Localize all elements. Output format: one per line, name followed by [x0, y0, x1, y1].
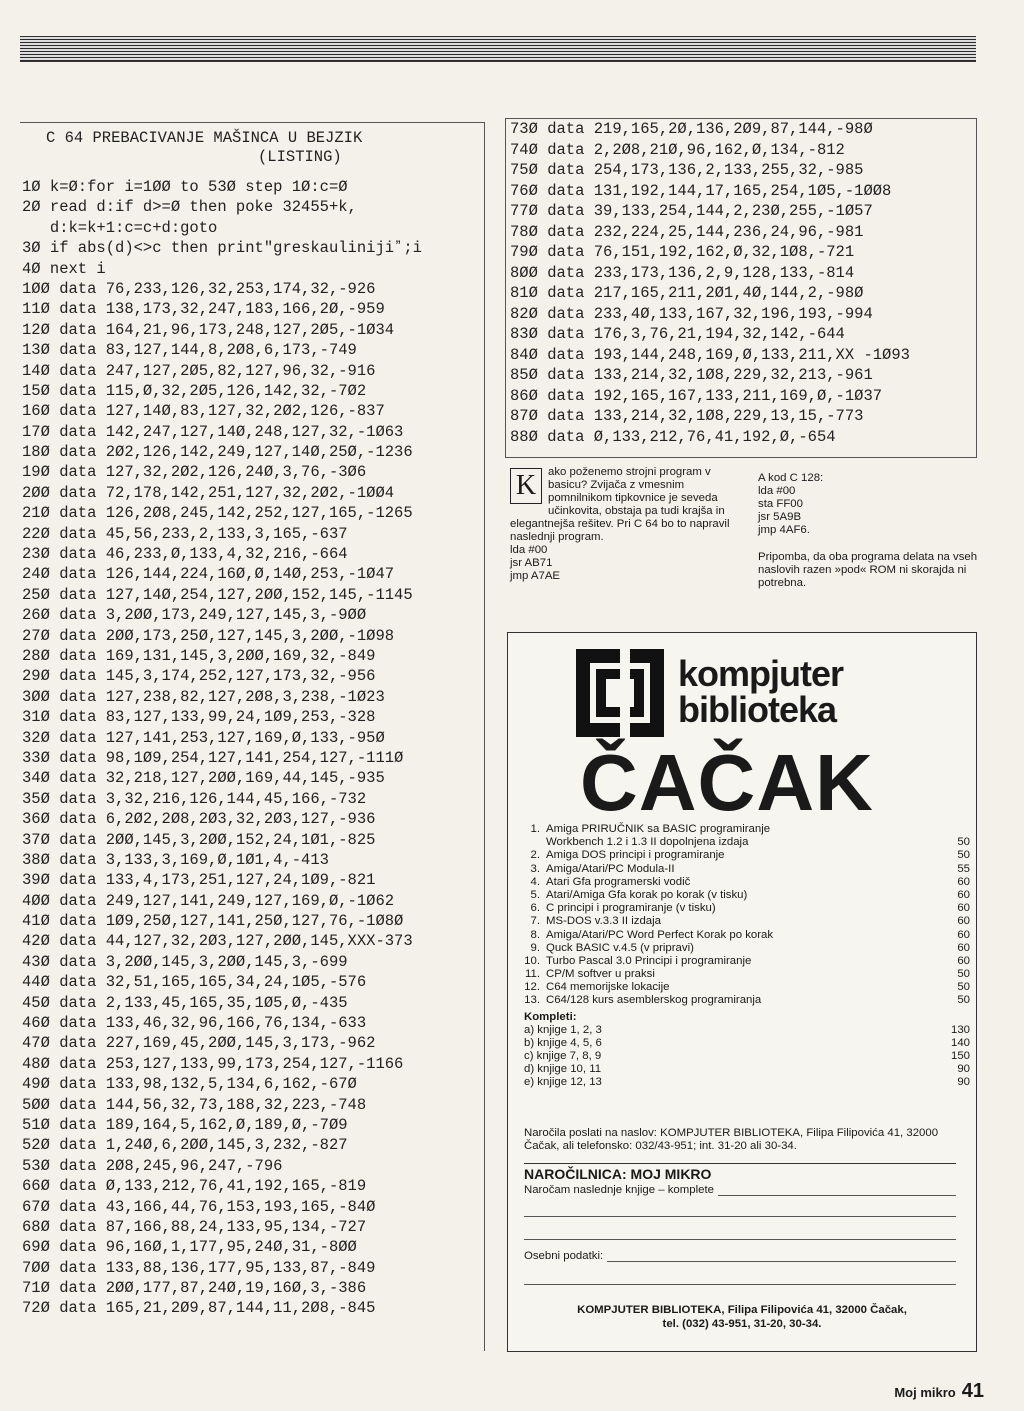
- listing-line: 42Ø data 44,127,32,2Ø3,127,2ØØ,145,XXX-373: [22, 932, 413, 951]
- komplet-row: [522, 1076, 970, 1089]
- book-row: [522, 902, 970, 915]
- listing-line: 3Ø if abs(d)<>c then print"greskaulinijiˮ;i: [22, 239, 422, 258]
- book-title: Amiga/Atari/PC Modula-II: [546, 862, 675, 875]
- tip-article-c128: [758, 472, 988, 590]
- personal-data-label: Osebni podatki:: [524, 1250, 604, 1262]
- book-row: [522, 929, 970, 942]
- komplet-title: e) knjige 12, 13: [524, 1076, 602, 1089]
- listing-line: 52Ø data 1,24Ø,6,2ØØ,145,3,232,-827: [22, 1136, 348, 1155]
- listing-line: 29Ø data 145,3,174,252,127,173,32,-956: [22, 667, 376, 686]
- listing-line: 37Ø data 2ØØ,145,3,2ØØ,152,24,1Ø1,-825: [22, 830, 376, 849]
- book-price: 60: [957, 954, 970, 967]
- code-line-3: jmp A7AE: [510, 570, 561, 582]
- listing-line: 82Ø data 233,4Ø,133,167,32,196,193,-994: [510, 304, 873, 323]
- book-price: 60: [957, 902, 970, 915]
- order-address: Naročila poslati na naslov: KOMPJUTER BIBLIOTEKA, Filipa Filipovića 41, 32000 Čačak, ali telefonsko: 032/43-951; int. 31-20 ali 30-34.: [524, 1127, 939, 1152]
- brand-city: ČAČAK: [580, 738, 874, 827]
- komplet-price: 90: [957, 1063, 970, 1076]
- listing-line: 2ØØ data 72,178,142,251,127,32,2Ø2,-1ØØ4: [22, 483, 395, 502]
- listing-line: 66Ø data Ø,133,212,76,41,192,165,-819: [22, 1177, 367, 1196]
- listing-line: 49Ø data 133,98,132,5,134,6,162,-67Ø: [22, 1075, 357, 1094]
- book-number: 1.: [530, 823, 540, 835]
- book-number: 5.: [530, 888, 540, 901]
- listing-line: 77Ø data 39,133,254,144,2,23Ø,255,-1Ø57: [510, 202, 873, 220]
- book-price: 50: [957, 849, 970, 862]
- listing-line: 75Ø data 254,173,136,2,133,255,32,-985: [510, 161, 864, 179]
- listing-line: 33Ø data 98,1Ø9,254,127,141,254,127,-111Ø: [22, 748, 404, 767]
- order-books-label: Naročam naslednje knjige – komplete: [524, 1184, 714, 1196]
- book-price: 60: [957, 915, 970, 928]
- listing-line: 17Ø data 142,247,127,14Ø,248,127,32,-1Ø63: [22, 422, 404, 441]
- listing-line: 21Ø data 126,2Ø8,245,142,252,127,165,-1265: [22, 504, 413, 523]
- listing-subtitle: (LISTING): [258, 148, 342, 166]
- listing-line: 4ØØ data 249,127,141,249,127,169,Ø,-1Ø62: [22, 891, 395, 910]
- book-row: [522, 889, 970, 902]
- order-books-field[interactable]: [524, 1184, 956, 1196]
- book-row: [522, 981, 970, 994]
- listing-line: 69Ø data 96,16Ø,1,177,95,24Ø,31,-8ØØ: [22, 1238, 357, 1257]
- order-form: [524, 1163, 956, 1285]
- c128-code-1: lda #00: [758, 485, 796, 497]
- magazine-name: Moj mikro: [894, 1385, 956, 1400]
- listing-line: 83Ø data 176,3,76,21,194,32,142,-644: [510, 325, 845, 343]
- listing-line: 39Ø data 133,4,173,251,127,24,1Ø9,-821: [22, 871, 376, 890]
- listing-line: 78Ø data 232,224,25,144,236,24,96,-981: [510, 222, 864, 241]
- listing-line: 53Ø data 2Ø8,245,96,247,-796: [22, 1156, 283, 1175]
- listing-line: 1ØØ data 76,233,126,32,253,174,32,-926: [22, 279, 376, 298]
- komplet-title: a) knjige 1, 2, 3: [524, 1023, 602, 1036]
- listing-line: 36Ø data 6,2Ø2,2Ø8,2Ø3,32,2Ø3,127,-936: [22, 810, 376, 829]
- listing-line: 15Ø data 115,Ø,32,2Ø5,126,142,32,-7Ø2: [22, 381, 367, 400]
- book-number: 3.: [530, 862, 540, 875]
- book-title: C64 memorijske lokacije: [546, 981, 670, 994]
- listing-line: 86Ø data 192,165,167,133,211,169,Ø,-1Ø37: [510, 386, 883, 405]
- book-title: MS-DOS v.3.3 II izdaja: [546, 915, 661, 928]
- brand-name-line2: biblioteka: [678, 689, 837, 730]
- book-row: [522, 849, 970, 862]
- listing-line: 79Ø data 76,151,192,162,Ø,32,1Ø8,-721: [510, 243, 855, 261]
- listing-line: 71Ø data 2ØØ,177,87,24Ø,19,16Ø,3,-386: [22, 1279, 367, 1298]
- listing-line: 88Ø data Ø,133,212,76,41,192,Ø,-654: [510, 427, 836, 446]
- book-row: [522, 955, 970, 968]
- listing-line: 11Ø data 138,173,32,247,183,166,2Ø,-959: [22, 300, 385, 319]
- page-footer: [894, 1380, 984, 1403]
- book-row: [522, 823, 970, 836]
- book-price: [930, 823, 970, 836]
- code-line-1: lda #00: [510, 544, 548, 556]
- book-number: 13.: [524, 994, 540, 1007]
- kompleti-heading: Kompleti:: [524, 1010, 577, 1023]
- c128-code-3: jsr 5A9B: [758, 511, 802, 523]
- ad-footer-line1: KOMPJUTER BIBLIOTEKA, Filipa Filipovića 41, 32000 Čačak,: [577, 1304, 907, 1316]
- book-row: [522, 836, 970, 849]
- komplet-title: c) knjige 7, 8, 9: [524, 1050, 602, 1062]
- book-title: Workbench 1.2 i 1.3 II dopolnjena izdaja: [546, 836, 749, 849]
- order-blank-line-1[interactable]: [524, 1196, 956, 1217]
- c128-note: Pripomba, da oba programa delata na vseh naslovih razen »pod« ROM ni skorajda ni potrebna.: [758, 551, 978, 589]
- listing-line: 1Ø k=Ø:for i=1ØØ to 53Ø step 1Ø:c=Ø: [22, 178, 348, 196]
- listing-line: 27Ø data 2ØØ,173,25Ø,127,145,3,2ØØ,-1Ø98: [22, 626, 395, 645]
- book-number: 7.: [530, 915, 540, 928]
- listing-line: 5ØØ data 144,56,32,73,188,32,223,-748: [22, 1095, 367, 1114]
- book-row: [522, 876, 970, 889]
- book-row: [522, 863, 970, 876]
- komplet-price: 140: [950, 1036, 970, 1049]
- komplet-row: [522, 1050, 970, 1063]
- listing-lines-continued: [506, 119, 976, 447]
- book-title: C64/128 kurs asemblerskog programiranja: [546, 994, 762, 1007]
- listing-line: 73Ø data 219,165,2Ø,136,2Ø9,87,144,-98Ø: [510, 120, 873, 138]
- komplet-title: d) knjige 10, 11: [524, 1063, 602, 1076]
- listing-line: 85Ø data 133,214,32,1Ø8,229,32,213,-961: [510, 366, 873, 384]
- listing-line: 7ØØ data 133,88,136,177,95,133,87,-849: [22, 1258, 376, 1277]
- book-price: 50: [957, 968, 970, 981]
- komplet-row: [522, 1037, 970, 1050]
- c128-title: A kod C 128:: [758, 472, 824, 484]
- personal-blank-line[interactable]: [524, 1262, 956, 1285]
- book-price: 60: [957, 941, 970, 954]
- listing-line: 34Ø data 32,218,127,2ØØ,169,44,145,-935: [22, 769, 385, 788]
- book-title: Amiga PRIRUČNIK sa BASIC programiranje: [546, 823, 771, 835]
- listing-line: 22Ø data 45,56,233,2,133,3,165,-637: [22, 524, 348, 543]
- listing-line: 8ØØ data 233,173,136,2,9,128,133,-814: [510, 263, 855, 282]
- book-price: 50: [957, 994, 970, 1007]
- book-row: [522, 994, 970, 1007]
- book-price: 60: [957, 888, 970, 901]
- listing-line: 4Ø next i: [22, 259, 106, 278]
- listing-line: 74Ø data 2,2Ø8,21Ø,96,162,Ø,134,-812: [510, 140, 845, 159]
- listing-line: 32Ø data 127,141,253,127,169,Ø,133,-95Ø: [22, 728, 385, 747]
- ad-footer-line2: tel. (032) 43-951, 31-20, 30-34.: [662, 1318, 822, 1330]
- listing-line: 81Ø data 217,165,211,2Ø1,4Ø,144,2,-98Ø: [510, 284, 864, 302]
- book-title: Turbo Pascal 3.0 Principi i programiranje: [546, 954, 752, 967]
- book-number: 6.: [530, 902, 540, 915]
- listing-line: 41Ø data 1Ø9,25Ø,127,141,25Ø,127,76,-1Ø8Ø: [22, 912, 404, 931]
- listing-line: 31Ø data 83,127,133,99,24,1Ø9,253,-328: [22, 708, 376, 727]
- c128-code-4: jmp 4AF6.: [758, 524, 810, 536]
- book-number: 2.: [530, 849, 540, 862]
- book-price: 50: [957, 836, 970, 849]
- listing-line: 43Ø data 3,2ØØ,145,3,2ØØ,145,3,-699: [22, 952, 348, 971]
- listing-header: [20, 123, 484, 177]
- book-title: Amiga/Atari/PC Word Perfect Korak po korak: [546, 928, 774, 941]
- book-row: [522, 968, 970, 981]
- listing-line: 25Ø data 127,14Ø,254,127,2ØØ,152,145,-1145: [22, 585, 413, 604]
- listing-line: d:k=k+1:c=c+d:goto: [22, 218, 218, 237]
- listing-line: 12Ø data 164,21,96,173,248,127,2Ø5,-1Ø34: [22, 320, 395, 339]
- listing-title: C 64 PREBACIVANJE MAŠINCA U BEJZIK: [46, 129, 363, 147]
- book-number: 8.: [530, 928, 540, 941]
- book-number: [522, 836, 540, 849]
- book-title: Atari Gfa programerski vodič: [546, 875, 691, 888]
- listing-line: 44Ø data 32,51,165,165,34,24,1Ø5,-576: [22, 973, 367, 992]
- listing-line: 2Ø read d:if d>=Ø then poke 32455+k,: [22, 198, 357, 217]
- book-list: [522, 823, 970, 1090]
- c128-code-2: sta FF00: [758, 498, 803, 510]
- ad-footer: [508, 1303, 976, 1331]
- basic-listing-left: [20, 122, 485, 1351]
- book-number: 9.: [530, 941, 540, 954]
- book-number: 10.: [524, 954, 540, 967]
- listing-line: 72Ø data 165,21,2Ø9,87,144,11,2Ø8,-845: [22, 1299, 376, 1318]
- komplet-price: 150: [950, 1050, 970, 1062]
- komplet-title: b) knjige 4, 5, 6: [524, 1036, 602, 1049]
- listing-line: 13Ø data 83,127,144,8,2Ø8,6,173,-749: [22, 341, 357, 360]
- listing-line: 16Ø data 127,14Ø,83,127,32,2Ø2,126,-837: [22, 402, 385, 421]
- listing-line: 14Ø data 247,127,2Ø5,82,127,96,32,-916: [22, 361, 376, 380]
- listing-line: 3ØØ data 127,238,82,127,2Ø8,3,238,-1Ø23: [22, 687, 385, 706]
- listing-line: 51Ø data 189,164,5,162,Ø,189,Ø,-7Ø9: [22, 1115, 348, 1134]
- decorative-header-bar: [20, 36, 976, 62]
- book-number: 4.: [530, 875, 540, 888]
- order-blank-line-2[interactable]: [524, 1217, 956, 1240]
- listing-line: 35Ø data 3,32,216,126,144,45,166,-732: [22, 789, 367, 808]
- book-row: [522, 915, 970, 928]
- drop-cap-k: K: [510, 468, 542, 504]
- listing-line: 47Ø data 227,169,45,2ØØ,145,3,173,-962: [22, 1034, 376, 1053]
- book-row: [522, 942, 970, 955]
- listing-line: 68Ø data 87,166,88,24,133,95,134,-727: [22, 1217, 367, 1236]
- tip-article: [510, 466, 740, 583]
- order-form-title: NAROČILNICA: MOJ MIKRO: [524, 1163, 956, 1182]
- book-price: 60: [957, 875, 970, 888]
- basic-listing-right: [505, 118, 977, 458]
- listing-line: 28Ø data 169,131,145,3,2ØØ,169,32,-849: [22, 646, 376, 665]
- book-title: Quck BASIC v.4.5 (v pripravi): [546, 941, 694, 954]
- listing-line: 84Ø data 193,144,248,169,Ø,133,211,XX -1Ø93: [510, 345, 910, 364]
- book-number: 12.: [524, 981, 540, 994]
- book-title: CP/M softver u praksi: [546, 968, 655, 981]
- listing-line: 67Ø data 43,166,44,76,153,193,165,-84Ø: [22, 1197, 376, 1216]
- listing-line: 26Ø data 3,2ØØ,173,249,127,145,3,-9ØØ: [22, 606, 367, 625]
- book-price: 55: [957, 862, 970, 875]
- book-title: C principi i programiranje (v tisku): [546, 902, 716, 915]
- book-title: Amiga DOS principi i programiranje: [546, 849, 725, 862]
- listing-line: 76Ø data 131,192,144,17,165,254,1Ø5,-1ØØ8: [510, 181, 892, 200]
- brand-name-line1: kompjuter: [678, 653, 844, 694]
- tip-text: ako poženemo strojni program v basicu? Zvijača z vmesnim pomnilnikom tipkovnice je seveda učinkovita, obstaja pa tudi krajša in elegantnejša rešitev. Pri C 64 bo to napravil naslednji program.: [510, 466, 730, 543]
- komplet-row: [522, 1024, 970, 1037]
- listing-lines: [20, 177, 484, 1319]
- code-line-2: jsr AB71: [510, 557, 553, 569]
- listing-line: 18Ø data 2Ø2,126,142,249,127,14Ø,25Ø,-1236: [22, 443, 413, 462]
- book-title: Atari/Amiga Gfa korak po korak (v tisku): [546, 888, 748, 901]
- komplet-row: [522, 1063, 970, 1076]
- book-price: 60: [957, 928, 970, 941]
- komplet-price: 90: [957, 1076, 970, 1089]
- listing-line: 23Ø data 46,233,Ø,133,4,32,216,-664: [22, 545, 348, 564]
- personal-data-field[interactable]: [524, 1250, 956, 1262]
- advertisement-box: [507, 632, 977, 1352]
- listing-line: 38Ø data 3,133,3,169,Ø,1Ø1,4,-413: [22, 850, 329, 869]
- listing-line: 87Ø data 133,214,32,1Ø8,229,13,15,-773: [510, 407, 864, 425]
- book-price: 50: [957, 981, 970, 994]
- listing-line: 24Ø data 126,144,224,16Ø,Ø,14Ø,253,-1Ø47: [22, 565, 395, 584]
- listing-line: 46Ø data 133,46,32,96,166,76,134,-633: [22, 1014, 367, 1033]
- listing-line: 48Ø data 253,127,133,99,173,254,127,-1166: [22, 1054, 404, 1073]
- page-number: 41: [961, 1380, 984, 1402]
- listing-line: 19Ø data 127,32,2Ø2,126,24Ø,3,76,-3Ø6: [22, 463, 367, 482]
- komplet-price: 130: [950, 1023, 970, 1036]
- kompjuter-biblioteka-logo-icon: [576, 649, 664, 737]
- book-number: 11.: [525, 968, 540, 981]
- listing-line: 45Ø data 2,133,45,165,35,1Ø5,Ø,-435: [22, 993, 348, 1012]
